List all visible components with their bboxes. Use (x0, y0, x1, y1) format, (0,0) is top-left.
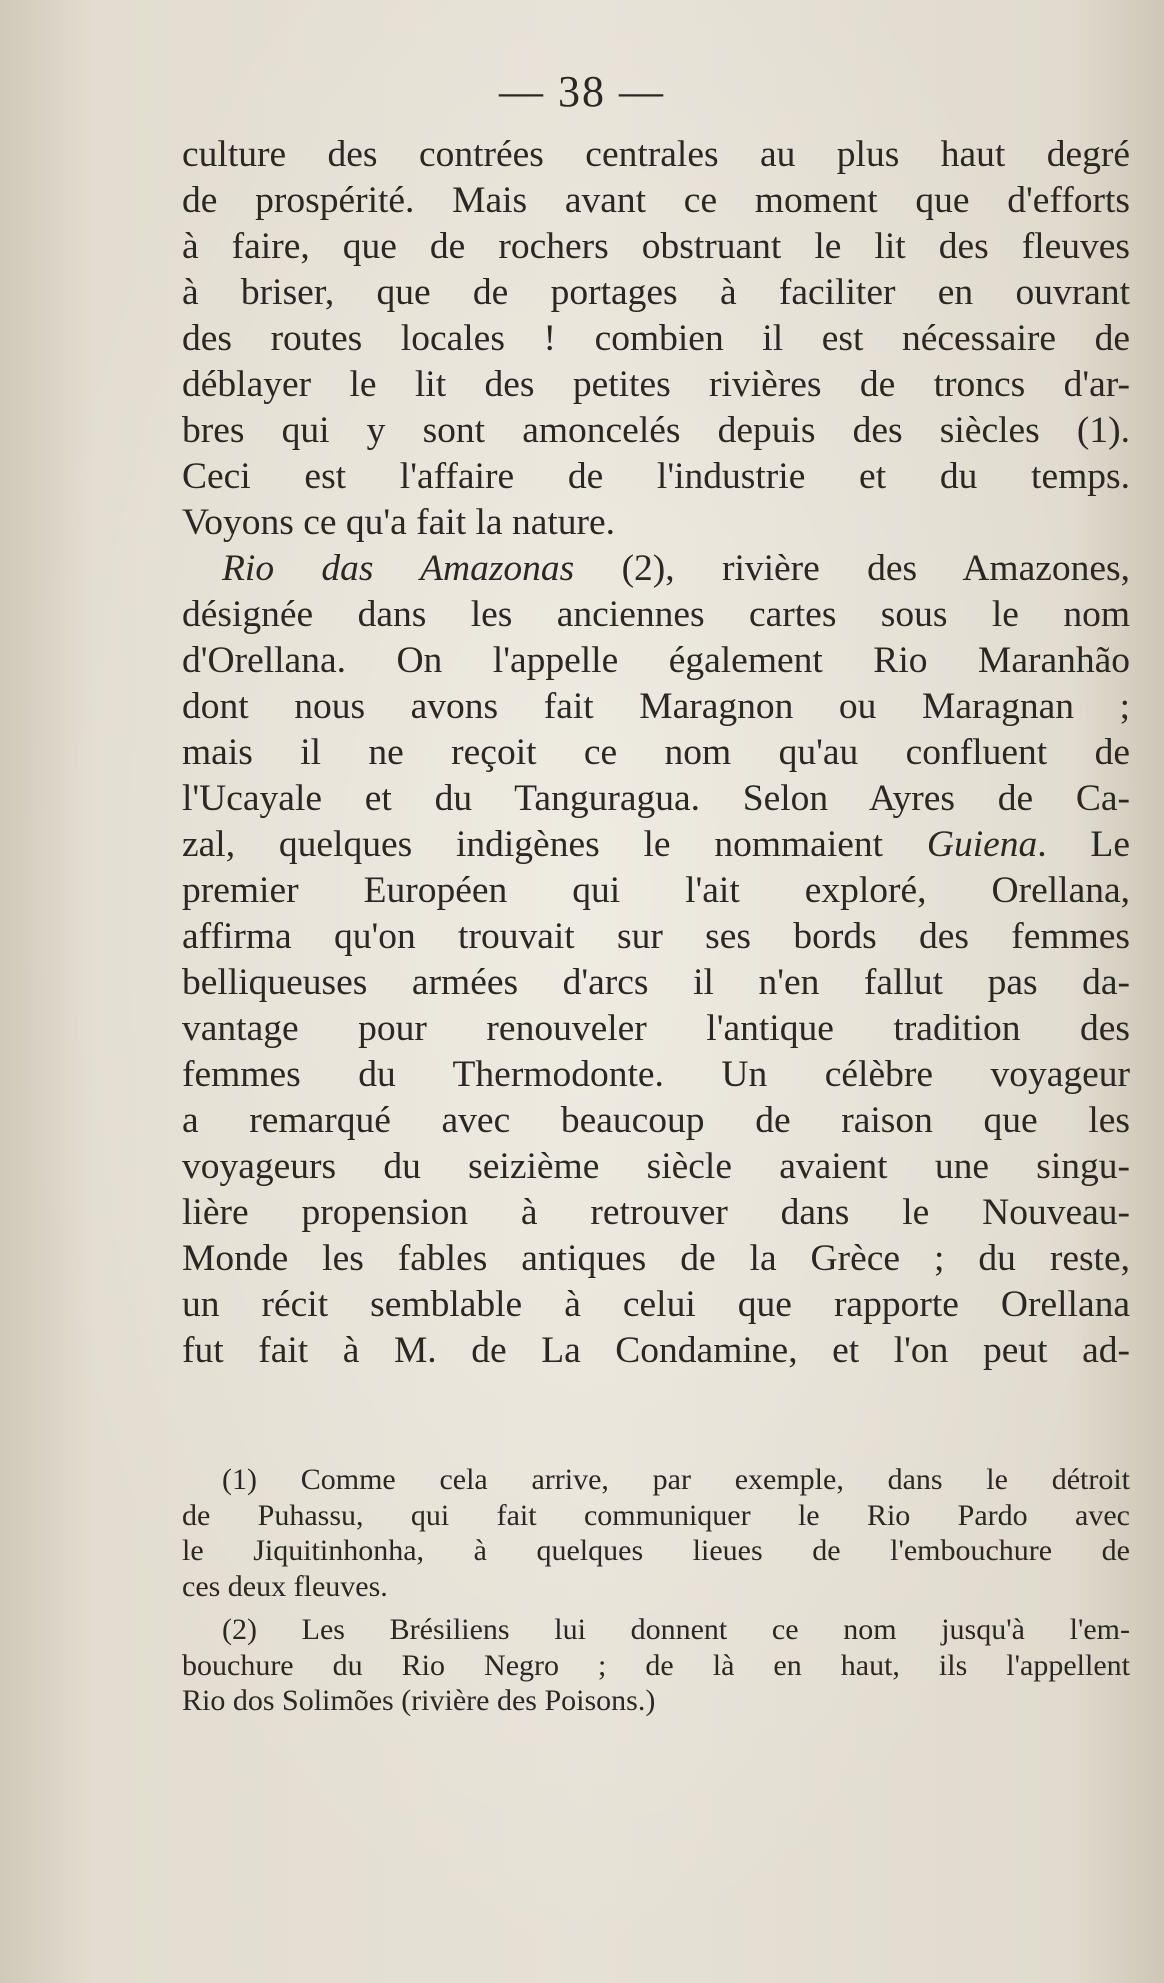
footnote-line: le Jiquitinhonha, à quelques lieues de l'embouchure de (182, 1534, 1130, 1567)
footnote-line: Rio dos Solimões (rivière des Poisons.) (182, 1684, 656, 1717)
footnotes (182, 1462, 1130, 1719)
text-line: à faire, que de rochers obstruant le lit des fleuves (182, 226, 1130, 267)
text-line: dont nous avons fait Maragnon ou Maragnan ; (182, 686, 1130, 727)
main-text (182, 132, 1130, 1374)
text-line: déblayer le lit des petites rivières de troncs d'ar- (182, 364, 1130, 405)
text-line: premier Européen qui l'ait exploré, Orellana, (182, 870, 1130, 911)
footnote-line: de Puhassu, qui fait communiquer le Rio Pardo avec (182, 1498, 1130, 1532)
text-line: belliqueuses armées d'arcs il n'en fallut pas da- (182, 962, 1130, 1003)
text-line: culture des contrées centrales au plus haut degré (182, 134, 1130, 175)
text-line: Voyons ce qu'a fait la nature. (182, 502, 616, 543)
text-line: un récit semblable à celui que rapporte Orellana (182, 1284, 1130, 1325)
footnote-line: (1) Comme cela arrive, par exemple, dans le détroit (222, 1463, 1130, 1496)
text-fragment: . Le (1037, 824, 1130, 865)
text-line: désignée dans les anciennes cartes sous le nom (182, 594, 1130, 635)
page-number: — 38 — (499, 67, 665, 116)
text-line: l'Ucayale et du Tanguragua. Selon Ayres de Ca- (182, 778, 1130, 819)
text-line: a remarqué avec beaucoup de raison que les (182, 1100, 1130, 1141)
text-line: mais il ne reçoit ce nom qu'au confluent de (182, 732, 1130, 773)
text-line: voyageurs du seizième siècle avaient une singu- (182, 1146, 1130, 1187)
text-line: Monde les fables antiques de la Grèce ; du reste, (182, 1238, 1130, 1279)
text-line: d'Orellana. On l'appelle également Rio Maranhão (182, 640, 1130, 681)
text-fragment: zal, quelques indigènes le nommaient (182, 824, 927, 865)
text-line-guiena (182, 822, 1130, 868)
text-line: bres qui y sont amoncelés depuis des siècles (1). (182, 410, 1130, 451)
text-line: à briser, que de portages à faciliter en ouvrant (182, 272, 1130, 313)
text-line: femmes du Thermodonte. Un célèbre voyageur (182, 1054, 1130, 1095)
text-line: des routes locales ! combien il est nécessaire de (182, 318, 1130, 359)
text-line: affirma qu'on trouvait sur ses bords des femmes (182, 916, 1130, 957)
text-line: de prospérité. Mais avant ce moment que d'efforts (182, 180, 1130, 221)
text-line: fut fait à M. de La Condamine, et l'on peut ad- (182, 1330, 1130, 1371)
footnote-line: ces deux fleuves. (182, 1569, 388, 1603)
footnote-gap (182, 1604, 1130, 1612)
text-line: lière propension à retrouver dans le Nouveau- (182, 1192, 1130, 1233)
text-fragment: (2), rivière des Amazones, (574, 548, 1130, 589)
footnote-line: bouchure du Rio Negro ; de là en haut, ils l'appellent (182, 1648, 1130, 1682)
italic-rio-das-amazonas: Rio das Amazonas (222, 548, 575, 589)
text-line: Ceci est l'affaire de l'industrie et du temps. (182, 456, 1130, 497)
footnote-line: (2) Les Brésiliens lui donnent ce nom jusqu'à l'em- (222, 1613, 1130, 1646)
text-line: vantage pour renouveler l'antique tradition des (182, 1008, 1130, 1049)
italic-guiena: Guiena (926, 824, 1038, 865)
text-line-amazonas (182, 546, 1130, 592)
